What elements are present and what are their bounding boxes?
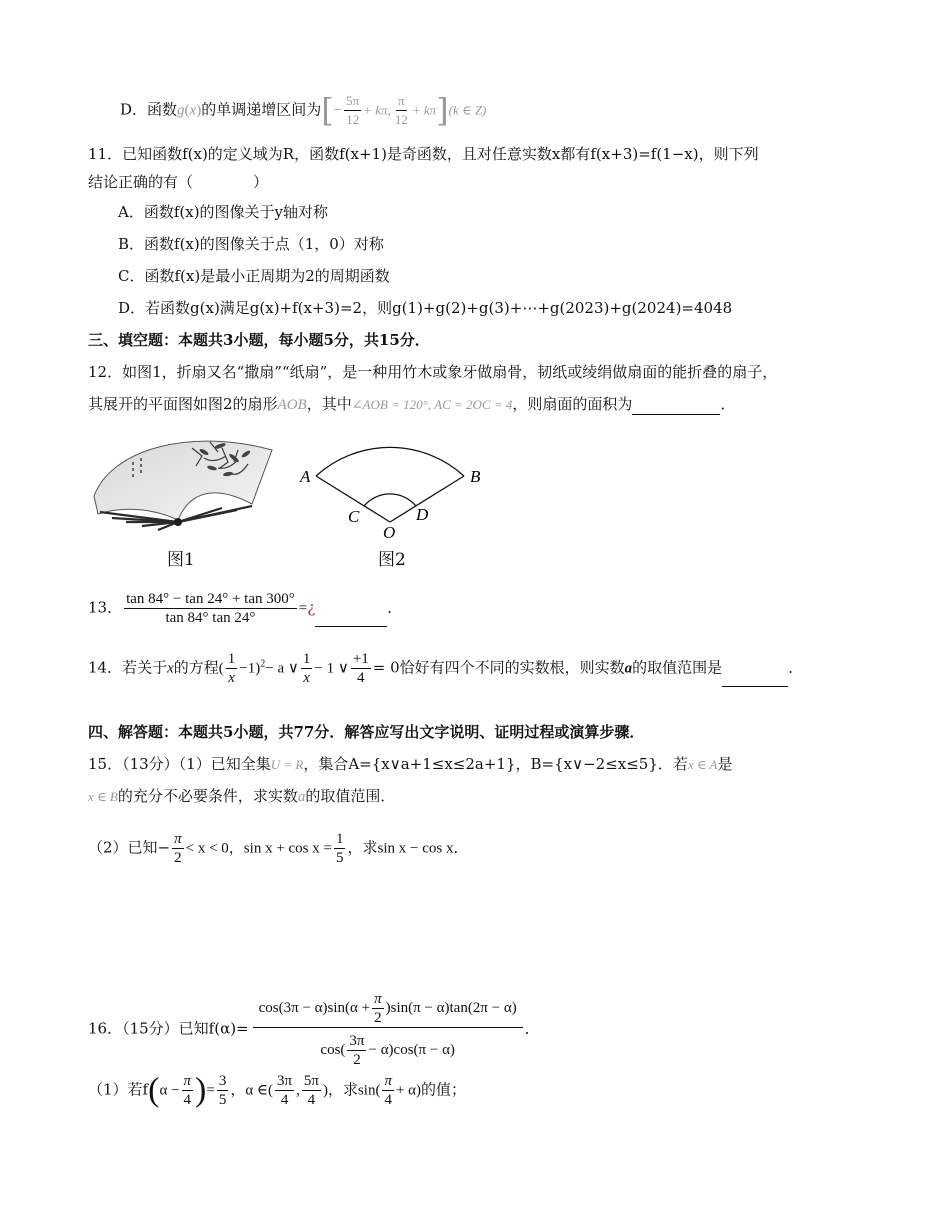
- answer-blank: [315, 610, 387, 627]
- fraction: $\frac{\pi}{2}$: [174, 831, 182, 866]
- q13-equation: 13． $\frac{\tan 84^\circ - \tan 24^\circ + \tan 300^\circ}{\tan 84^\circ \tan 24^\circ}$ =¿ ．: [88, 591, 403, 626]
- q12-stem-line2: 其展开的平面图如图2的扇形AOB，其中∠AOB = 120°, AC = 2OC = 4，则扇面的面积为 ．: [88, 395, 736, 413]
- fraction: $\frac{+1}{4}$: [352, 651, 369, 686]
- fraction: $\frac{3\pi}{2}$: [349, 1033, 365, 1068]
- fraction: $\frac{1}{5}$: [335, 831, 344, 866]
- fraction: cos(3π − α)sin(α + $\frac{\pi}{2}$ )sin(π − α)tan(2π − α) cos( $\frac{3\pi}{2}$ − α)cos(π − α): [253, 990, 523, 1069]
- answer-blank: [722, 670, 788, 687]
- q12-stem-line1: 12．如图1，折扇又名“撒扇”“纸扇”，是一种用竹木或象牙做扇骨，韧纸或绫绢做扇面的能折叠的扇子，: [88, 363, 778, 381]
- q11-option-a: A．函数f(x)的图像关于y轴对称: [118, 203, 329, 221]
- point-c-label: C: [348, 507, 360, 526]
- q11-option-c: C．函数f(x)是最小正周期为2的周期函数: [118, 267, 390, 285]
- folding-fan-illustration: [92, 428, 274, 534]
- fraction: $\frac{\pi}{12}$: [394, 93, 408, 127]
- figure-2-caption: 图2: [378, 550, 406, 570]
- q15-part1-line1: 15．（13分）（1）已知全集U = R，集合A={x∨a+1≤x≤2a+1}，B={x∨−2≤x≤5}．若x ∈ A是: [88, 755, 733, 773]
- q11-option-d: D．若函数g(x)满足g(x)+f(x+3)=2，则g(1)+g(2)+g(3)+⋯+g(2023)+g(2024)=4048: [118, 299, 733, 317]
- fraction: $\frac{1}{x}$: [302, 651, 311, 686]
- q15-part2: （2）已知− $\frac{\pi}{2}$ < x < 0，sin x + cos x = $\frac{1}{5}$ ，求sin x − cos x．: [88, 831, 469, 866]
- point-a-label: A: [300, 467, 311, 486]
- figure-1-caption: 图1: [167, 550, 195, 570]
- answer-blank: [632, 398, 720, 415]
- q14-stem: 14．若关于x的方程( $\frac{1}{x}$ −1)$^2$− a ∨ $\frac{1}{x}$ − 1 ∨ $\frac{+1}{4}$ = 0恰好有四个不同的实数根，则实数a的取值范围是 ．: [88, 651, 804, 686]
- q11-stem-line1: 11．已知函数f(x)的定义域为R，函数f(x+1)是奇函数，且对任意实数x都有f(x+3)=f(1−x)，则下列: [88, 145, 759, 163]
- point-d-label: D: [416, 505, 429, 524]
- q16-part1: （1）若f(α − $\frac{\pi}{4}$ )= $\frac{3}{5}$ ，α ∈( $\frac{3\pi}{4}$ , $\frac{5\pi}{4}$ )，求sin( $\frac{\pi}{4}$ + α)的值；: [88, 1071, 467, 1109]
- sector-aob-diagram: [292, 420, 492, 545]
- point-o-label: O: [383, 523, 396, 542]
- fraction: $\frac{5\pi}{12}$: [346, 93, 360, 127]
- fraction: $\frac{\pi}{4}$: [183, 1073, 192, 1108]
- fraction: $\frac{\tan 84^\circ - \tan 24^\circ + \tan 300^\circ}{\tan 84^\circ \tan 24^\circ}$: [126, 591, 295, 626]
- fraction: $\frac{1}{x}$: [227, 651, 236, 686]
- fraction: $\frac{3}{5}$: [218, 1073, 227, 1108]
- section-3-heading: 三、填空题：本题共3小题，每小题5分，共15分．: [88, 331, 430, 349]
- fraction: $\frac{\pi}{4}$: [384, 1073, 392, 1108]
- g-symbol: g: [177, 102, 185, 119]
- point-b-label: B: [470, 467, 481, 486]
- fraction: $\frac{3\pi}{4}$: [277, 1073, 293, 1108]
- q11-stem-line2: 结论正确的有（ ）: [88, 173, 269, 191]
- q16-stem: 16．（15分）已知f(α)= cos(3π − α)sin(α + $\frac{\pi}{2}$ )sin(π − α)tan(2π − α) cos( $\frac{3\pi}{2}$ − α)cos(π − α) ．: [88, 991, 540, 1068]
- fraction: $\frac{\pi}{2}$: [374, 991, 382, 1026]
- q10-option-d: D．函数g(x)的单调递增区间为[− $\frac{5\pi}{12}$ + kπ, $\frac{\pi}{12}$ + kπ](k ∈ Z): [120, 91, 487, 130]
- q11-option-b: B．函数f(x)的图像关于点（1，0）对称: [118, 235, 384, 253]
- q15-part1-line2: x ∈ B的充分不必要条件，求实数a的取值范围．: [88, 787, 396, 805]
- fraction: $\frac{5\pi}{4}$: [303, 1073, 319, 1108]
- section-4-heading: 四、解答题：本题共5小题，共77分．解答应写出文字说明、证明过程或演算步骤．: [88, 723, 645, 741]
